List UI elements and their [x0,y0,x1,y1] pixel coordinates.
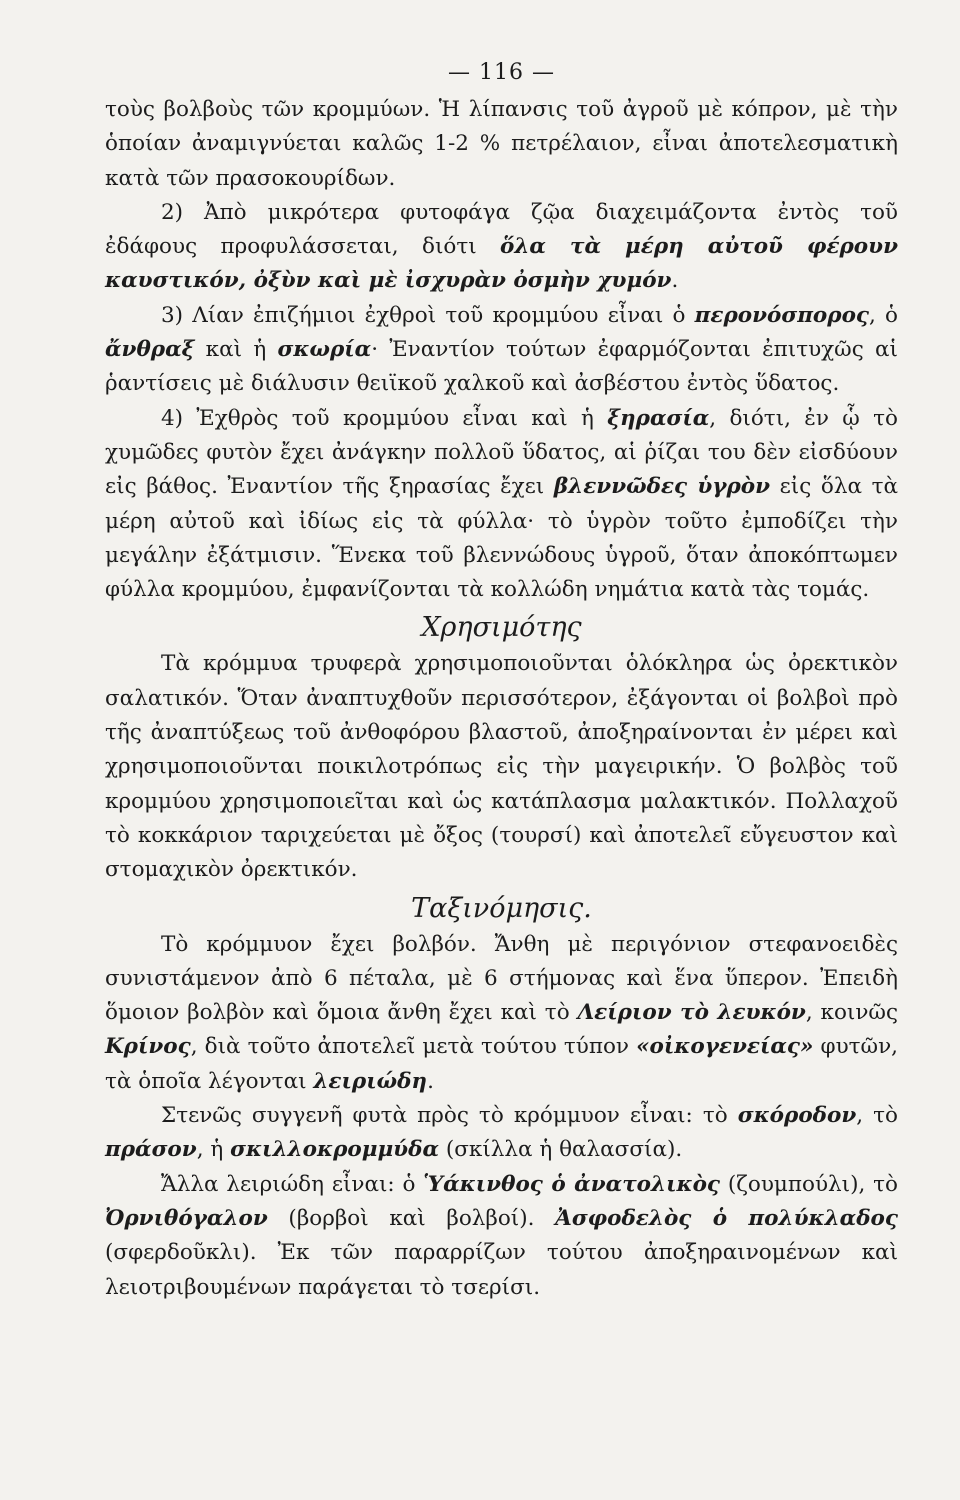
emphasis-text: Λείριον τὸ λευκόν [577,1000,806,1026]
body-text: Ἄλλα λειριώδη εἶναι: ὁ [161,1171,424,1197]
emphasis-text: περονόσπορος [694,302,870,328]
paragraph-1 [105,93,898,196]
emphasis-text: ξηρασία [607,405,710,431]
paragraph-4 [105,402,898,608]
body-text: εἰς ὅλα τὰ μέρη αὐτοῦ καὶ ἰδίως εἰς τὰ φύλλα· τὸ ὑγρὸν τοῦτο ἐμποδίζει τὴν μεγάλην ἐξάτμισιν. Ἕνεκα τοῦ βλεννώδους ὑγροῦ, ὅταν ἀποκόπτωμεν φύλλα κρομμύου, ἐμφανίζονται τὰ κολλώδη νημάτια κατὰ τὰς τομάς. [105,474,898,603]
body-text: 3) Λίαν ἐπιζήμιοι ἐχθροὶ τοῦ κρομμύου εἶναι ὁ [161,302,695,328]
emphasis-text: πράσον [105,1137,197,1163]
emphasis-text: βλεννῶδες ὑγρὸν [553,474,771,500]
section-heading-usefulness: Χρησιμότης [421,612,582,644]
emphasis-text: Ὑάκινθος ὁ ἀνατολικὸς [423,1171,721,1197]
paragraph-2 [105,196,898,299]
section-heading-classification: Ταξινόμησις. [411,892,592,924]
body-text: , διότι, ἐν ᾧ τὸ χυμῶδες φυτὸν ἔχει ἀνάγκην πολλοῦ ὕδατος, αἱ ῥίζαι του δὲν εἰσδύουν εἰς βάθος. Ἐναντίον τῆς ξηρασίας ἔχει [105,405,898,500]
emphasis-text: Κρίνος [105,1034,191,1060]
body-text: (ζουμπούλι), τὸ [720,1171,898,1197]
paragraph-6 [105,928,898,1099]
page-number: — 116 — [448,60,555,85]
body-text: 4) Ἐχθρὸς τοῦ κρομμύου εἶναι καὶ ἡ [161,405,608,431]
body-text: (σφερδοῦκλι). Ἐκ τῶν παραρρίζων τούτου ἀποξηραινομένων καὶ λειοτριβουμένων παράγεται τὸ τσερίσι. [105,1240,898,1300]
body-text: Τὰ κρόμμυα τρυφερὰ χρησιμοποιοῦνται ὁλόκληρα ὡς ὀρεκτικὸν σαλατικόν. Ὅταν ἀναπτυχθοῦν περισσότερον, ἐξάγονται οἱ βολβοὶ πρὸ τῆς ἀναπτύξεως τοῦ ἀνθοφόρου βλαστοῦ, ἀποξηραίνονται ἐν μέρει καὶ χρησιμοποιοῦνται ποικιλοτρόπως εἰς τὴν μαγειρικήν. Ὁ βολβὸς τοῦ κρομμύου χρησιμοποιεῖται καὶ ὡς κατάπλασμα μαλακτικόν. Πολλαχοῦ τὸ κοκκάριον ταριχεύεται μὲ ὄξος (τουρσί) καὶ ἀποτελεῖ εὔγευστον καὶ στομαχικὸν ὀρεκτικόν. [105,651,898,883]
body-text: Τὸ κρόμμυον ἔχει βολβόν. Ἄνθη μὲ περιγόνιον στεφανοειδὲς συνιστάμενον ἀπὸ 6 πέταλα, μὲ 6 στήμονας καὶ ἕνα ὕπερον. Ἐπειδὴ ὅμοιον βολβὸν καὶ ὅμοια ἄνθη ἔχει καὶ τὸ [105,931,898,1026]
body-text: 2) Ἀπὸ μικρότερα φυτοφάγα ζῷα διαχειμάζοντα ἐντὸς τοῦ ἐδάφους προφυλάσσεται, διότι [105,199,898,260]
body-text: . [671,268,679,294]
body-text: , κοινῶς [805,1000,898,1026]
body-text: τοὺς βολβοὺς τῶν κρομμύων. Ἡ λίπανσις τοῦ ἀγροῦ μὲ κόπρον, μὲ τὴν ὁποίαν ἀναμιγνύεται καλῶς 1-2 % πετρέλαιον, εἶναι ἀποτελεσματικὴ κατὰ τῶν πρασοκουρίδων. [105,97,898,191]
body-text: (σκίλλα ἡ θαλασσία). [438,1137,683,1163]
body-text: , ὁ [869,302,898,328]
emphasis-text: ὅλα τὰ μέρη αὐτοῦ φέρουν καυστικόν, ὀξὺν καὶ μὲ ἰσχυρὰν ὀσμὴν χυμόν [105,234,898,294]
emphasis-text: σκιλλοκρομμύδα [230,1137,439,1163]
body-text: · Ἐναντίον τούτων ἐφαρμόζονται ἐπιτυχῶς αἱ ῥαντίσεις μὲ διάλυσιν θειϊκοῦ χαλκοῦ καὶ ἀσβέστου ἐντὸς ὕδατος. [105,337,898,397]
emphasis-text: Ὀρνιθόγαλον [105,1205,268,1231]
emphasis-text: σκόροδον [737,1103,857,1129]
body-text: φυτῶν, τὰ ὁποῖα λέγονται [105,1034,898,1094]
paragraph-8 [105,1168,898,1305]
body-text: Στενῶς συγγενῆ φυτὰ πρὸς τὸ κρόμμυον εἶναι: τὸ [161,1103,738,1129]
paragraph-3 [105,299,898,402]
body-text: καὶ ἡ [194,337,278,363]
emphasis-text: ἄνθραξ [105,337,195,363]
body-text: . [427,1068,434,1094]
body-text: , ἡ [196,1137,231,1163]
paragraph-5 [105,647,898,887]
body-text: , τὸ [856,1103,898,1129]
emphasis-text: «οἰκογενείας» [636,1034,814,1060]
paragraph-7 [105,1099,898,1168]
emphasis-text: Ἀσφοδελὸς ὁ πολύκλαδος [555,1205,898,1231]
body-text: (βορβοὶ καὶ βολβοί). [267,1205,556,1231]
body-text: , διὰ τοῦτο ἀποτελεῖ μετὰ τούτου τύπον [190,1034,637,1060]
emphasis-text: σκωρία [277,337,372,363]
emphasis-text: λειριώδη [313,1068,428,1094]
